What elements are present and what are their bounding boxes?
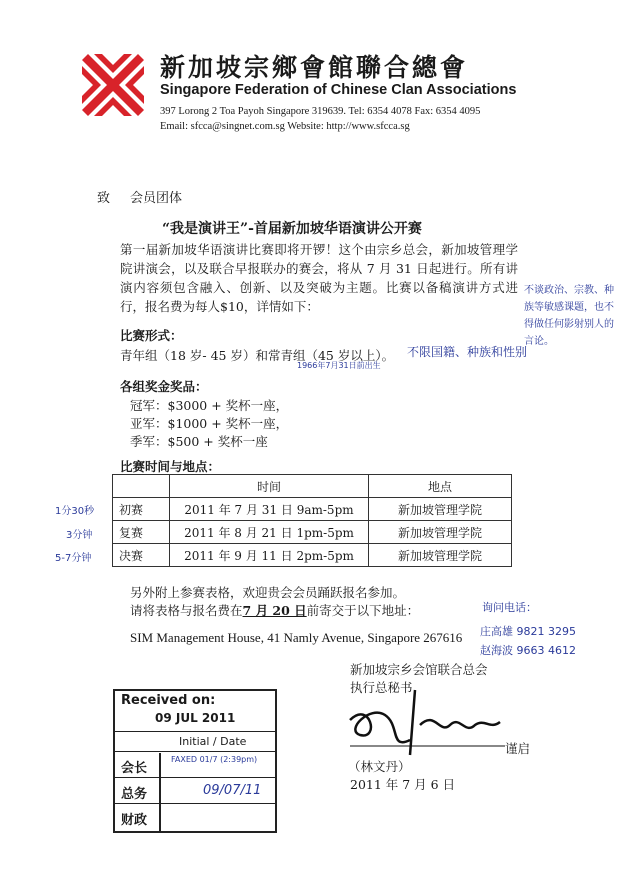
stamp-initial-date: Initial / Date (179, 735, 247, 748)
stamp-row-secretary: 总务 (121, 787, 148, 802)
signature-org: 新加坡宗乡会馆联合总会 (350, 662, 488, 677)
table-header-row (113, 475, 512, 498)
prizes-heading: 各组奖金奖品： (120, 379, 208, 394)
stamp-date: 09 JUL 2011 (155, 711, 236, 725)
stage-cell: 决赛 (113, 544, 170, 567)
intro-paragraph: 第一届新加坡华语演讲比赛即将开锣！这个由宗乡总会，新加坡管理学院讲演会，以及联合早报联办的赛会，将从 7 月 31 日起进行。所有讲演内容须包含融入、创新、以及突破为主题。比赛以备稿演讲方式进行，报名费为每人$10，详情如下： (120, 242, 518, 314)
handwritten-age-note: 1966年7月31日前出生 (297, 361, 381, 370)
federation-logo (80, 52, 146, 118)
column-header-time: 时间 (170, 475, 369, 498)
format-text: 青年组（18 岁- 45 岁）和常青组（45 岁以上）。 (120, 348, 395, 363)
faxed-note: FAXED 01/7 (2:39pm) (171, 755, 258, 764)
received-stamp (113, 689, 277, 833)
place-cell: 新加坡管理学院 (369, 544, 512, 567)
closing-line-2 (130, 601, 419, 619)
table-row (113, 521, 512, 544)
handwritten-enquiry-label: 询问电话： (482, 601, 537, 614)
stamp-row-president: 会长 (121, 761, 148, 776)
stage-cell: 初赛 (113, 498, 170, 521)
handwritten-stamp-date: 09/07/11 (203, 783, 262, 798)
stamp-divider (115, 751, 275, 752)
stamp-received-label: Received on: (121, 693, 216, 708)
contact-line: Email: sfcca@singnet.com.sg Website: http://www.sfcca.sg (160, 121, 410, 132)
address-line: 397 Lorong 2 Toa Payoh Singapore 319639. Tel: 6354 4078 Fax: 6354 4095 (160, 106, 481, 117)
letter-title: “我是演讲王”-首届新加坡华语演讲公开赛 (162, 221, 422, 237)
stamp-divider (115, 803, 275, 804)
stamp-row-treasurer: 财政 (121, 813, 148, 828)
prize-first: 冠军：$3000 + 奖杯一座， (130, 398, 289, 413)
recipient-value: 会员团体 (130, 191, 183, 206)
signature-respect: 谨启 (505, 741, 531, 756)
time-cell: 2011 年 7 月 31 日 9am-5pm (170, 498, 369, 521)
signatory-name: （林文丹） (348, 759, 411, 774)
org-name-chinese: 新加坡宗鄉會館聯合總會 (160, 53, 469, 82)
stamp-divider (115, 777, 275, 778)
table-cell (113, 475, 170, 498)
place-cell: 新加坡管理学院 (369, 498, 512, 521)
signature-role: 执行总秘书 (350, 680, 413, 695)
handwritten-rules-note: 不谈政治、宗教、种族等敏感课题，也不得做任何影射别人的言论。 (524, 285, 614, 347)
handwritten-duration-3: 5-7分钟 (55, 553, 92, 564)
handwritten-nationality-note: 不限国籍、种族和性别 (407, 345, 528, 359)
handwritten-duration-1: 1分30秒 (55, 506, 95, 517)
prize-second: 亚军：$1000 + 奖杯一座， (130, 416, 289, 431)
handwritten-duration-2: 3分钟 (66, 530, 93, 541)
signature-scribble (340, 680, 510, 760)
handwritten-contact-2: 赵海波 9663 4612 (480, 644, 576, 657)
prize-third: 季军：$500 + 奖杯一座 (130, 434, 268, 449)
handwritten-contact-1: 庄高雄 9821 3295 (480, 625, 576, 638)
time-cell: 2011 年 8 月 21 日 1pm-5pm (170, 521, 369, 544)
table-row (113, 498, 512, 521)
schedule-heading: 比赛时间与地点： (120, 459, 221, 474)
org-name-english: Singapore Federation of Chinese Clan Associations (160, 82, 517, 98)
column-header-place: 地点 (369, 475, 512, 498)
closing-line-1: 另外附上参赛表格，欢迎贵会会员踊跃报名参加。 (130, 585, 406, 600)
deadline-date: 7 月 20 日 (242, 603, 307, 618)
schedule-table (112, 474, 512, 567)
submission-address: SIM Management House, 41 Namly Avenue, Singapore 267616 (130, 630, 463, 645)
format-heading: 比赛形式： (120, 328, 183, 343)
recipient-label: 致 (97, 191, 111, 206)
stamp-divider (115, 731, 275, 732)
time-cell: 2011 年 9 月 11 日 2pm-5pm (170, 544, 369, 567)
letterhead-address (160, 104, 480, 134)
stage-cell: 复赛 (113, 521, 170, 544)
place-cell: 新加坡管理学院 (369, 521, 512, 544)
signature-date: 2011 年 7 月 6 日 (350, 777, 456, 792)
closing-text-b: 前寄交于以下地址： (306, 603, 420, 618)
stamp-column-divider (159, 753, 161, 831)
closing-text-a: 请将表格与报名费在 (130, 603, 243, 618)
table-row (113, 544, 512, 567)
